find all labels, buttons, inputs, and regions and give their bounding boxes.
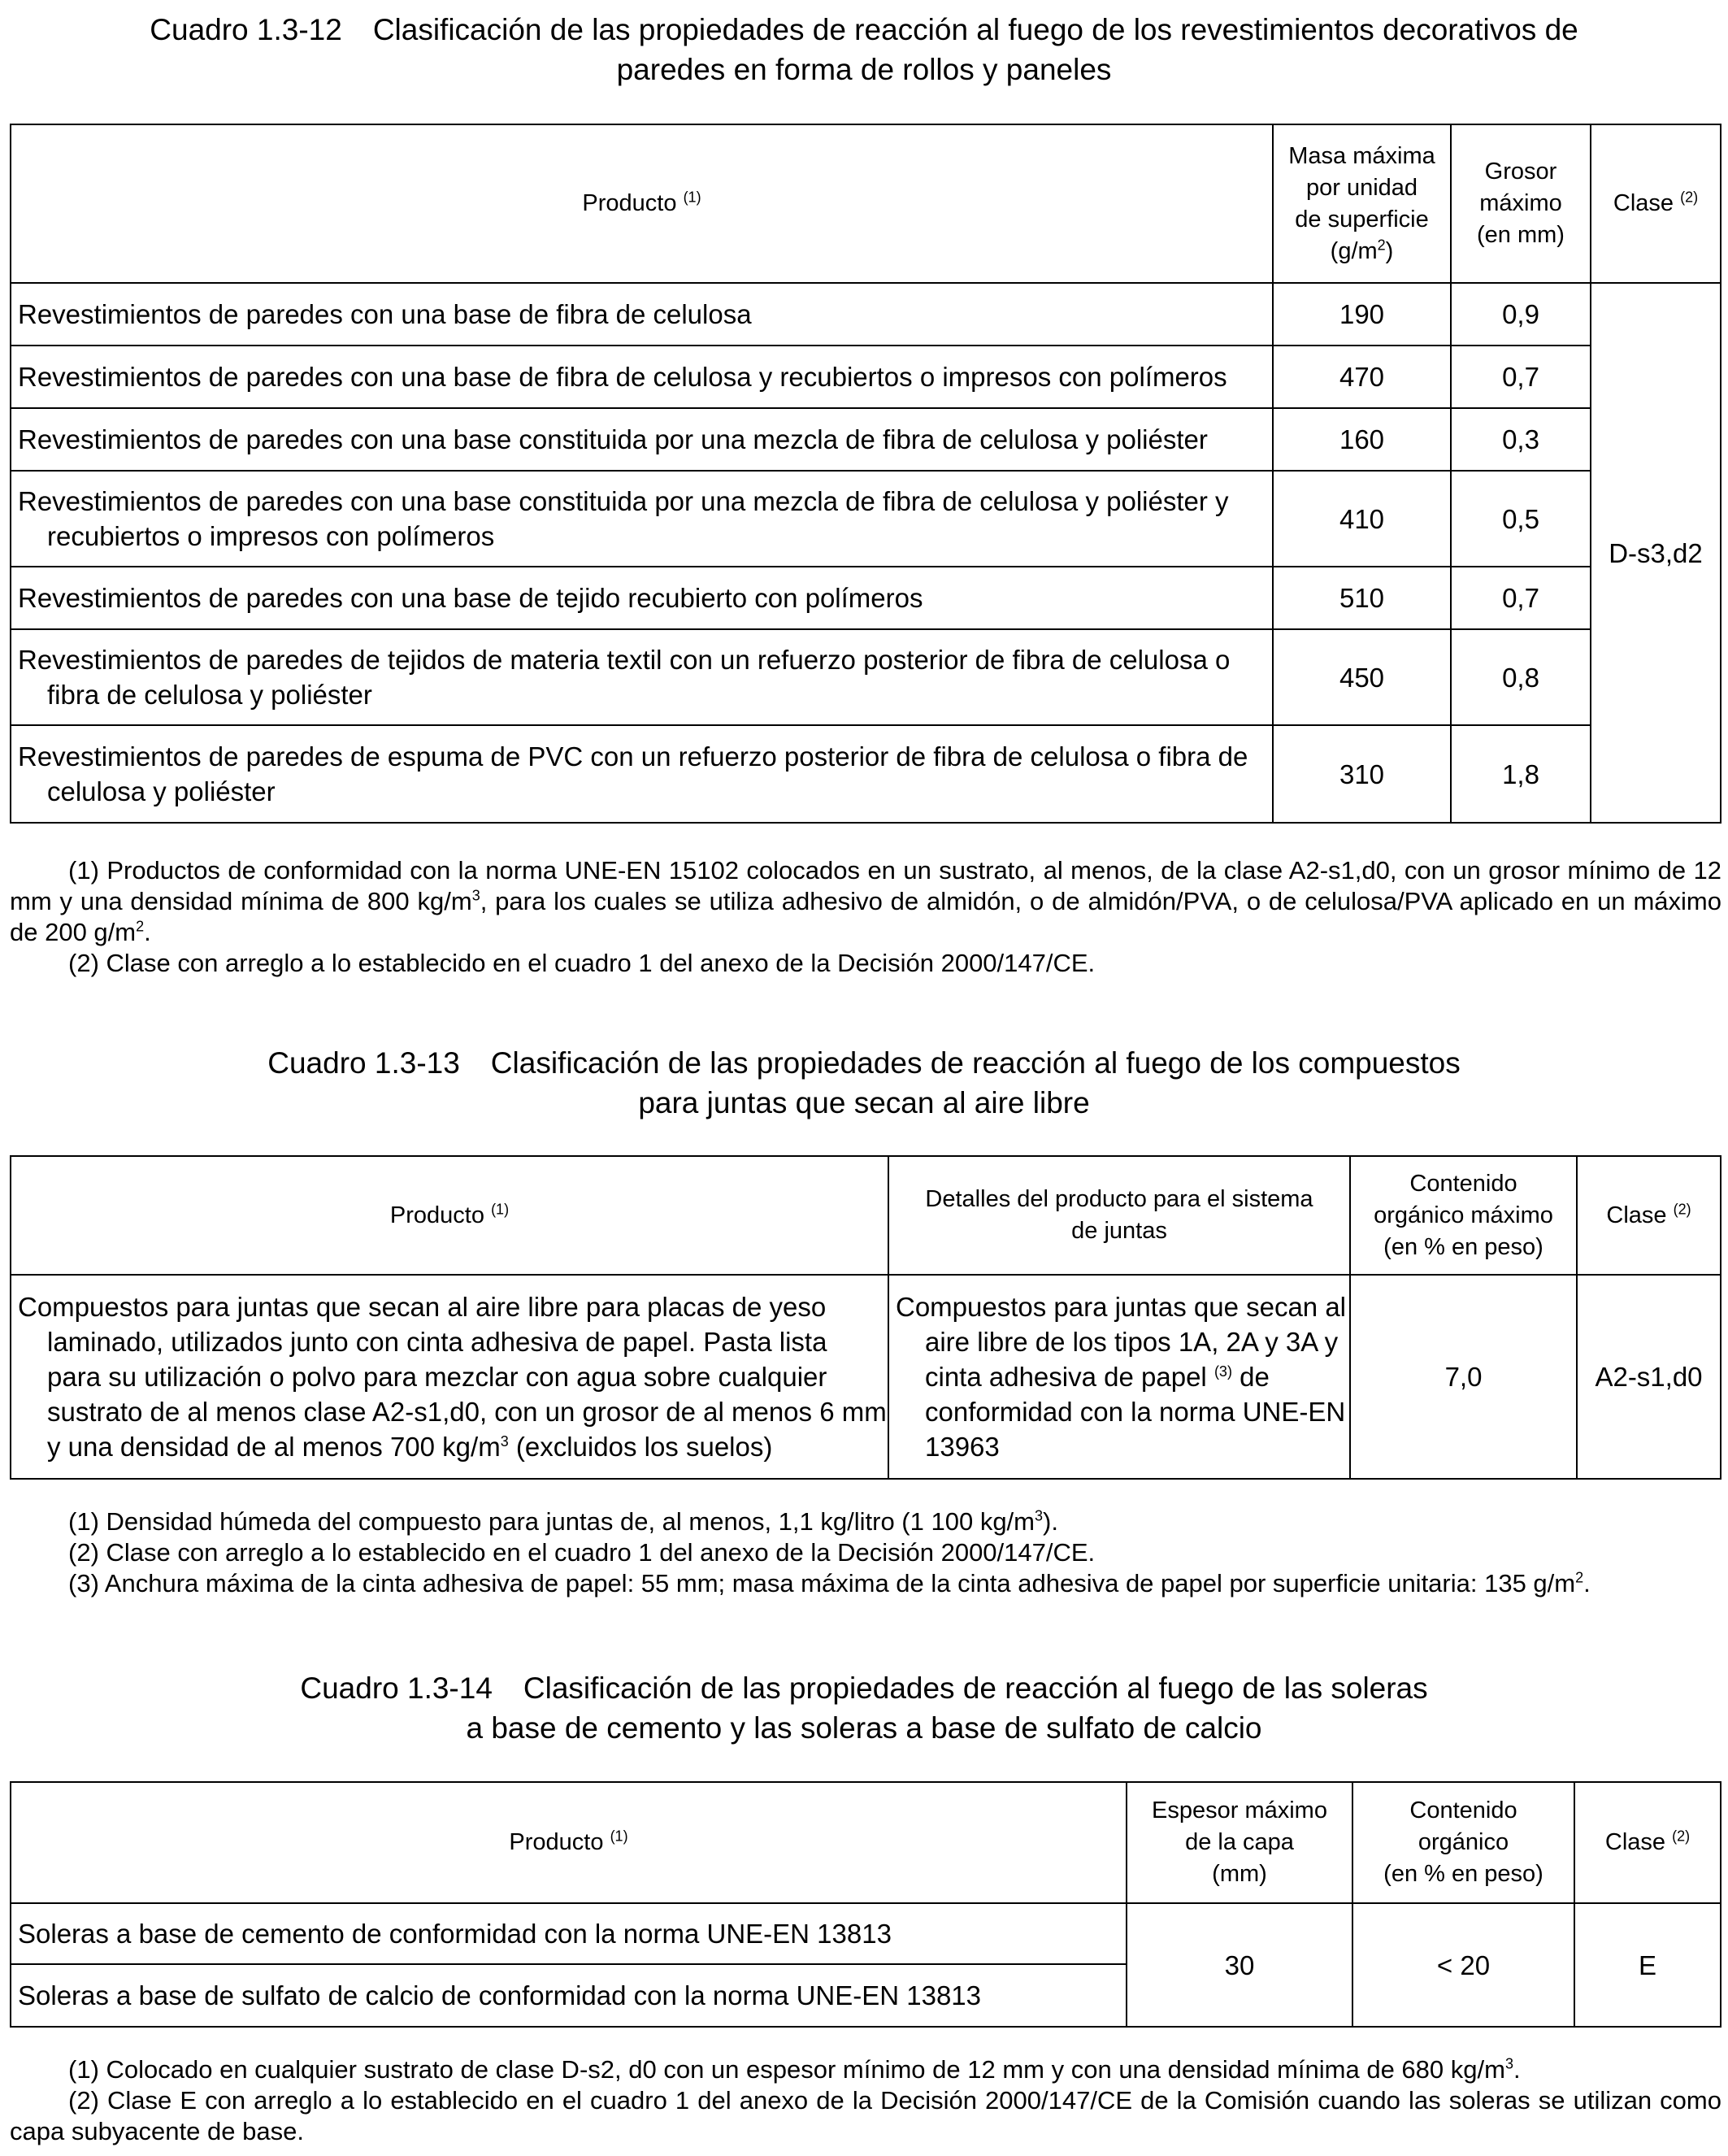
table14-footnotes (10, 2054, 1721, 2147)
table12-mass-cell: 160 (1273, 408, 1451, 471)
table12-header-product: Producto $^{(1)}$ (11, 124, 1273, 283)
table13-product-cell: Compuestos para juntas que secan al aire libre para placas de yeso laminado, utilizados junto con cinta adhesiva de papel. Pasta lista para su utilización o polvo para mezclar con agua sobre cualquier sustrato de al menos clase A2-s1,d0, con un grosor de al menos 6 mm y una densidad de al menos 700 $kg/m^3$ (excluidos los suelos) (11, 1275, 888, 1479)
table13-class-cell: A2-s1,d0 (1577, 1275, 1721, 1479)
table12-header-thickness: Grosor máximo (en mm) (1451, 124, 1591, 283)
footnote-ref: (1) (683, 189, 701, 206)
footnote-ref: (2) (1672, 1828, 1691, 1845)
table12-header-class: Clase $^{(2)}$ (1591, 124, 1721, 283)
table13-header-product: Producto $^{(1)}$ (11, 1156, 888, 1275)
table14-product-cell: Soleras a base de sulfato de calcio de conformidad con la norma UNE-EN 13813 (11, 1964, 1127, 2027)
table14-product-cell: Soleras a base de cemento de conformidad con la norma UNE-EN 13813 (11, 1903, 1127, 1964)
table14-header-thickness: Espesor máximo de la capa (mm) (1127, 1782, 1352, 1903)
table12-product-cell: Revestimientos de paredes con una base de fibra de celulosa (11, 283, 1273, 346)
table14-header-organic: Contenido orgánico (en % en peso) (1352, 1782, 1574, 1903)
footnote-ref: (2) (1680, 189, 1699, 206)
footnote-ref: (1) (491, 1200, 510, 1217)
table12-title-line1: Clasificación de las propiedades de reacción al fuego de los revestimientos decorativos de (372, 13, 1578, 46)
table12-title (0, 10, 1728, 89)
table12-product-cell: Revestimientos de paredes de espuma de PVC con un refuerzo posterior de fibra de celulosa o fibra de celulosa y poliéster (11, 725, 1273, 823)
table12-mass-cell: 450 (1273, 629, 1451, 725)
table14-header-class: Clase $^{(2)}$ (1574, 1782, 1721, 1903)
table14-title-line1: Clasificación de las propiedades de reacción al fuego de las soleras (523, 1671, 1428, 1705)
footnote-ref: (1) (610, 1828, 628, 1845)
table14-footnote-2: (2) Clase E con arreglo a lo establecido en el cuadro 1 del anexo de la Decisión 2000/147/CE de la Comisión cuando las soleras se utilizan como capa subyacente de base. (10, 2086, 1721, 2145)
table12-title-number: Cuadro 1.3-12 (150, 13, 342, 46)
table13-header-organic: Contenido orgánico máximo (en % en peso) (1350, 1156, 1577, 1275)
table12-mass-cell: 470 (1273, 346, 1451, 408)
table12-class-cell: D-s3,d2 (1591, 283, 1721, 823)
table12-mass-cell: 190 (1273, 283, 1451, 346)
table14-thickness-cell: 30 (1127, 1903, 1352, 2027)
table12-title-line2: paredes en forma de rollos y paneles (616, 53, 1112, 86)
table-row (11, 346, 1721, 408)
table12-footnotes (10, 855, 1721, 979)
footnote-ref: (2) (1673, 1200, 1691, 1217)
table13-header-row (11, 1156, 1721, 1275)
table-row (11, 408, 1721, 471)
table12-thickness-cell: 0,7 (1451, 346, 1591, 408)
table12-thickness-cell: 0,8 (1451, 629, 1591, 725)
table14-header-row (11, 1782, 1721, 1903)
table12-thickness-cell: 0,3 (1451, 408, 1591, 471)
table-row (11, 471, 1721, 567)
table12-mass-cell: 510 (1273, 567, 1451, 629)
table-row (11, 629, 1721, 725)
table12-product-cell: Revestimientos de paredes con una base de tejido recubierto con polímeros (11, 567, 1273, 629)
table12-mass-cell: 410 (1273, 471, 1451, 567)
table13-header-details: Detalles del producto para el sistema de juntas (888, 1156, 1350, 1275)
table12-header-row (11, 124, 1721, 283)
table14-footnote-1: (1) Colocado en cualquier sustrato de clase D-s2, d0 con un espesor mínimo de 12 mm y con una densidad mínima de 680 $kg/m^3$. (68, 2055, 1521, 2084)
table12-footnote-2: (2) Clase con arreglo a lo establecido en el cuadro 1 del anexo de la Decisión 2000/147/CE. (68, 949, 1096, 977)
table13-organic-cell: 7,0 (1350, 1275, 1577, 1479)
table12-thickness-cell: 0,7 (1451, 567, 1591, 629)
table13 (10, 1155, 1721, 1480)
table13-footnotes (10, 1506, 1721, 1599)
table14-organic-cell: < 20 (1352, 1903, 1574, 2027)
table12-product-cell: Revestimientos de paredes de tejidos de materia textil con un refuerzo posterior de fibra de celulosa o fibra de celulosa y poliéster (11, 629, 1273, 725)
table12-thickness-cell: 0,9 (1451, 283, 1591, 346)
table12-footnote-1: (1) Productos de conformidad con la norma UNE-EN 15102 colocados en un sustrato, al menos, de la clase A2-s1,d0, con un grosor mínimo de 12 mm y una densidad mínima de 800 $kg/m^3$, para los cuales se utiliza adhesivo de almidón, o de almidón/PVA, o de celulosa/PVA aplicado en un máximo de 200 $g/m^2$. (10, 856, 1722, 946)
table12-mass-cell: 310 (1273, 725, 1451, 823)
table13-details-cell: Compuestos para juntas que secan al aire libre de los tipos 1A, 2A y 3A y cinta adhesiva de papel $^{(3)}$ de conformidad con la norma UNE-EN 13963 (888, 1275, 1350, 1479)
table-row (11, 1903, 1721, 1964)
table13-footnote-1: (1) Densidad húmeda del compuesto para juntas de, al menos, 1,1 kg/litro (1 100 $kg/m^3$). (68, 1507, 1058, 1536)
table14-title (0, 1668, 1728, 1748)
table13-footnote-2: (2) Clase con arreglo a lo establecido en el cuadro 1 del anexo de la Decisión 2000/147/CE. (68, 1538, 1096, 1567)
table-row (11, 1275, 1721, 1479)
table13-title-line2: para juntas que secan al aire libre (638, 1086, 1090, 1119)
table14-title-line2: a base de cemento y las soleras a base de sulfato de calcio (466, 1711, 1262, 1745)
table12-product-cell: Revestimientos de paredes con una base constituida por una mezcla de fibra de celulosa y poliéster (11, 408, 1273, 471)
table12-product-cell: Revestimientos de paredes con una base de fibra de celulosa y recubiertos o impresos con polímeros (11, 346, 1273, 408)
table14 (10, 1781, 1721, 2028)
table-row (11, 567, 1721, 629)
table13-title (0, 1043, 1728, 1123)
table13-title-number: Cuadro 1.3-13 (267, 1046, 460, 1080)
table-row (11, 725, 1721, 823)
table-row (11, 283, 1721, 346)
table14-class-cell: E (1574, 1903, 1721, 2027)
table12-product-cell: Revestimientos de paredes con una base constituida por una mezcla de fibra de celulosa y poliéster y recubiertos o impresos con polímeros (11, 471, 1273, 567)
table12 (10, 124, 1721, 824)
table13-title-line1: Clasificación de las propiedades de reacción al fuego de los compuestos (490, 1046, 1461, 1080)
table14-header-product: Producto $^{(1)}$ (11, 1782, 1127, 1903)
table12-thickness-cell: 1,8 (1451, 725, 1591, 823)
table14-title-number: Cuadro 1.3-14 (300, 1671, 493, 1705)
table12-thickness-cell: 0,5 (1451, 471, 1591, 567)
table13-footnote-3: (3) Anchura máxima de la cinta adhesiva de papel: 55 mm; masa máxima de la cinta adhesiva de papel por superficie unitaria: 135 $g/m^2$. (68, 1569, 1591, 1597)
table13-header-class: Clase $^{(2)}$ (1577, 1156, 1721, 1275)
table12-header-mass: Masa máxima por unidad de superficie $(g/m^2)$ (1273, 124, 1451, 283)
